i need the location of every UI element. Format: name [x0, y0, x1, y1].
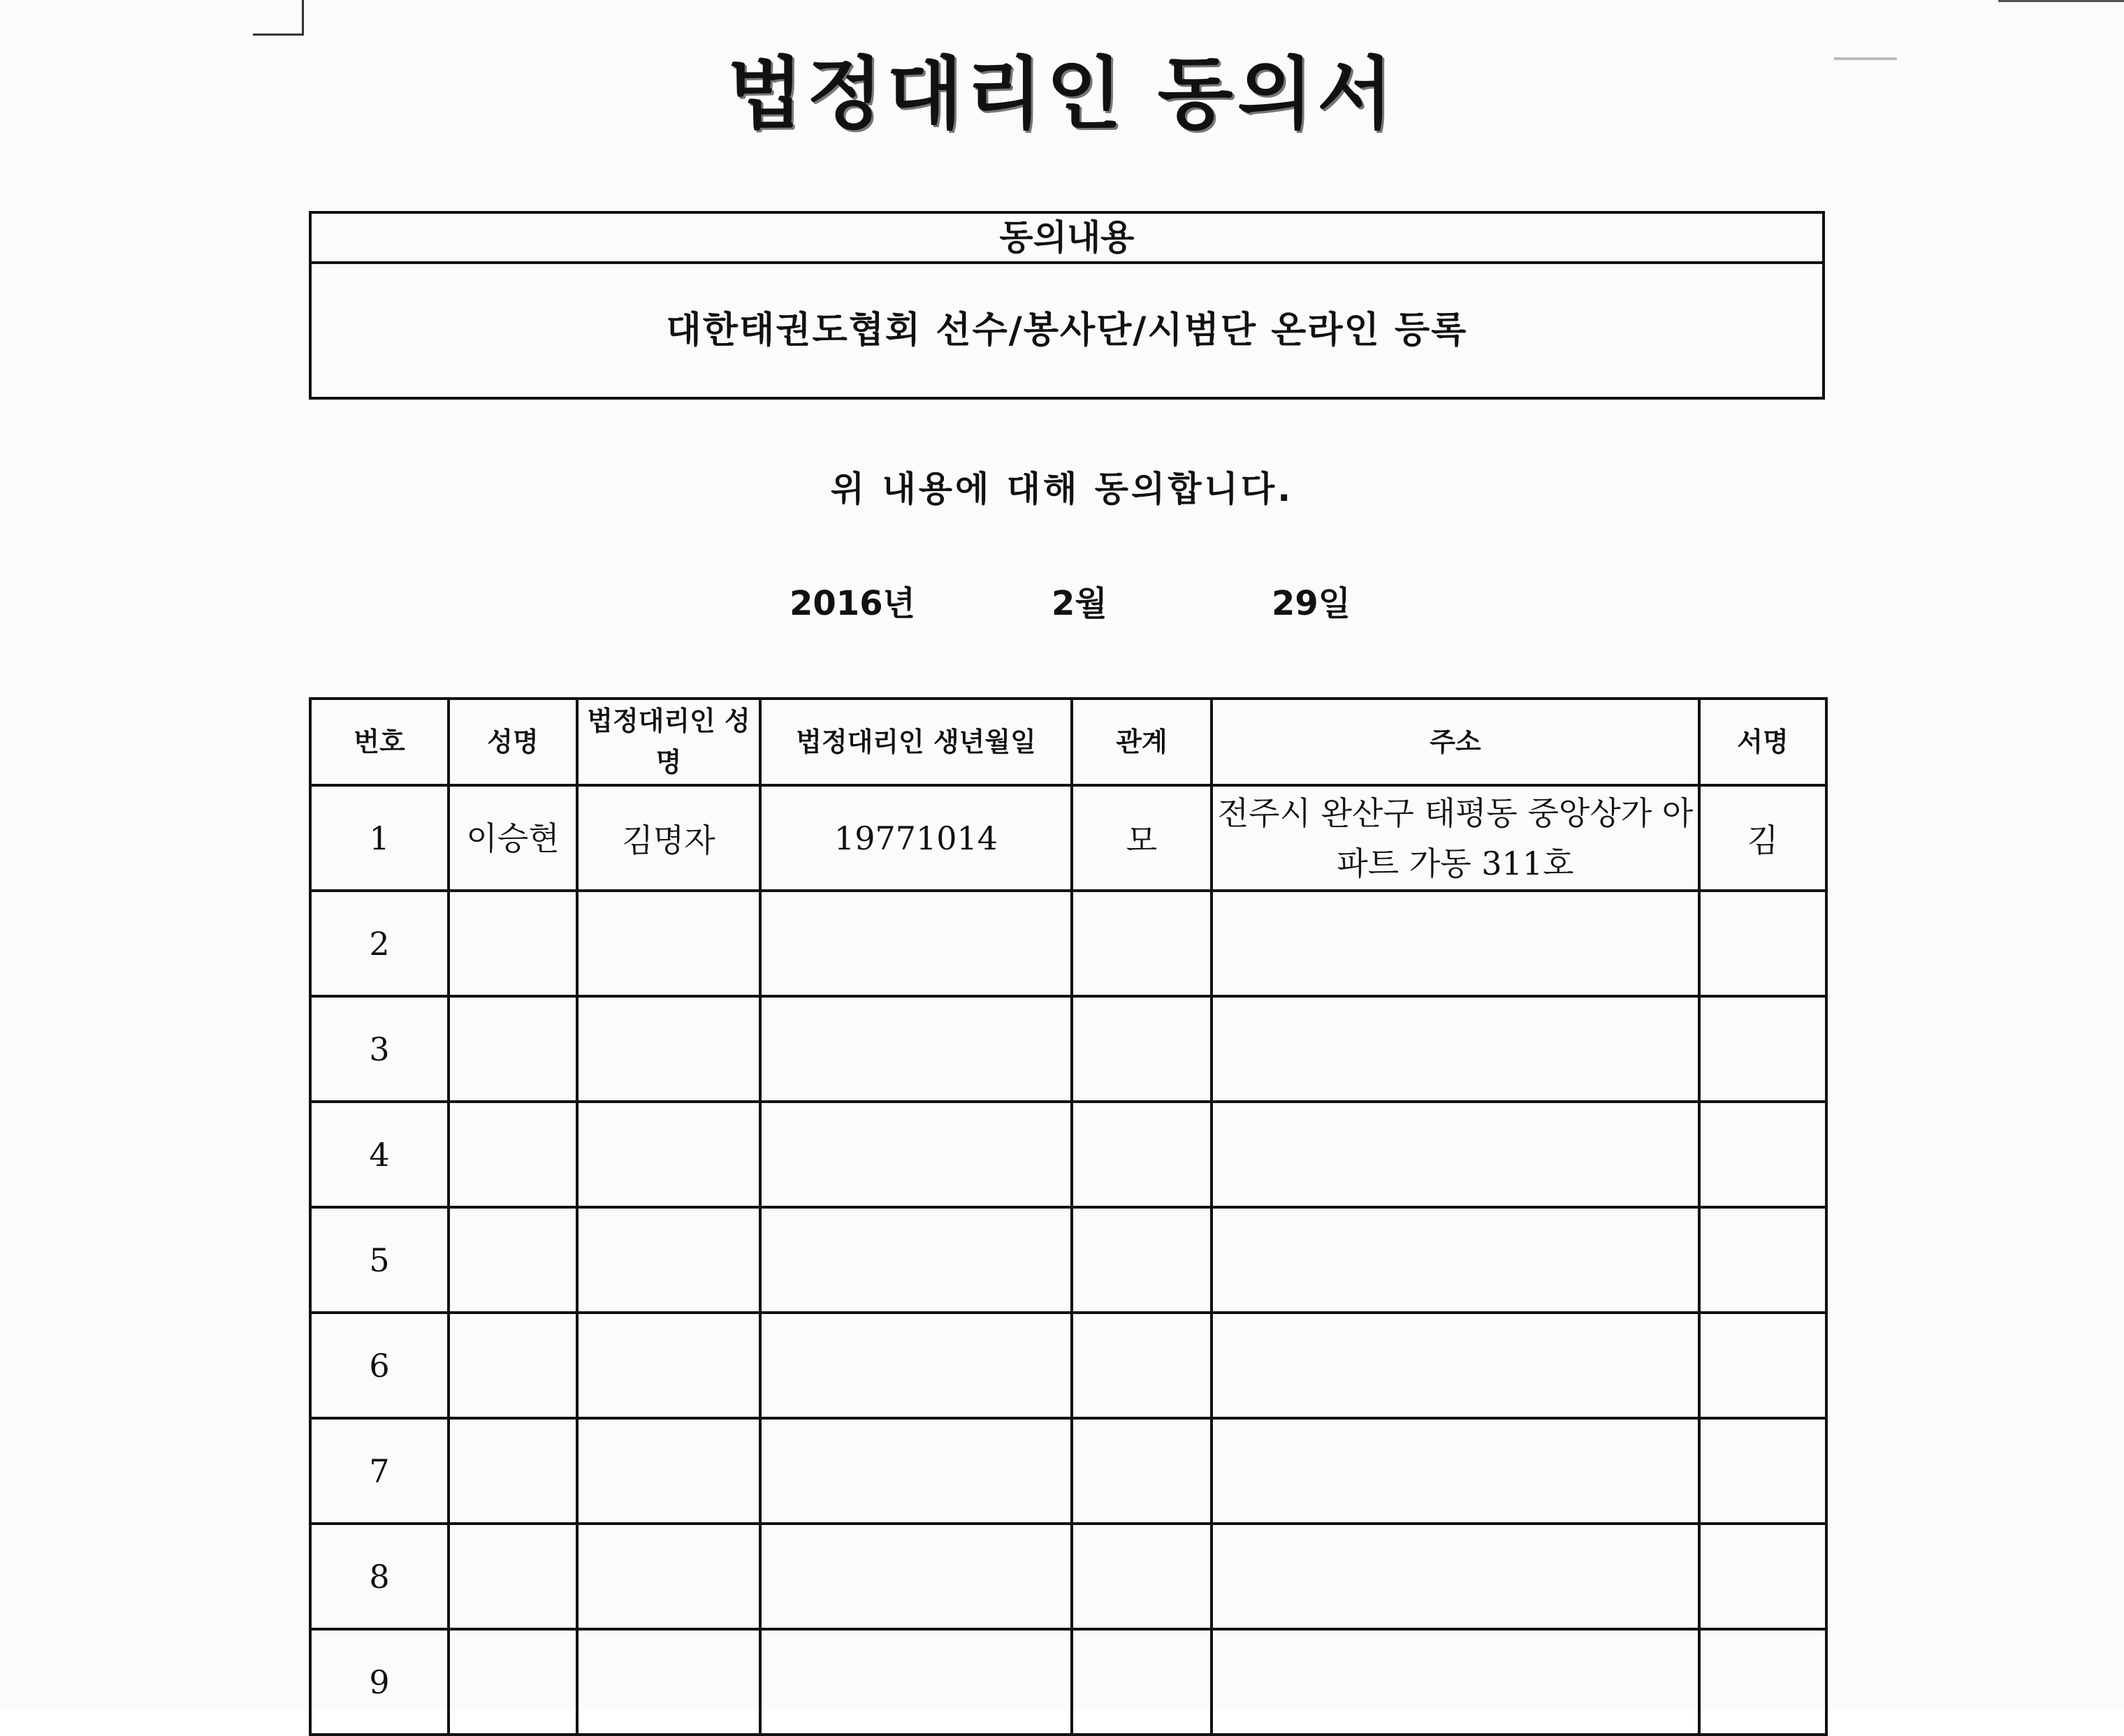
row-address	[1212, 1524, 1699, 1629]
row-relation	[1072, 1313, 1212, 1418]
row-relation	[1072, 1418, 1212, 1524]
row-signature	[1699, 1207, 1826, 1313]
row-address	[1212, 1207, 1699, 1313]
row-signature	[1699, 1524, 1826, 1629]
date-day: 29일	[1272, 584, 1351, 623]
row-guardian-birth	[760, 996, 1072, 1102]
agreement-statement: 위 내용에 대해 동의합니다.	[830, 469, 1294, 509]
row-relation	[1072, 1524, 1212, 1629]
row-signature	[1699, 891, 1826, 996]
row-address: 전주시 완산구 태평동 중앙상가 아파트 가동 311호	[1212, 785, 1699, 891]
table-row	[310, 891, 1826, 996]
row-relation	[1072, 1207, 1212, 1313]
row-address	[1212, 1313, 1699, 1418]
row-number: 2	[310, 891, 449, 996]
row-guardian-name	[577, 1629, 760, 1735]
row-guardian-name	[577, 1524, 760, 1629]
row-guardian-name	[577, 1207, 760, 1313]
table-header-row	[310, 699, 1826, 785]
table-row	[310, 785, 1826, 891]
row-guardian-birth	[760, 1313, 1072, 1418]
header-guardian-birth: 법정대리인 생년월일	[760, 699, 1072, 785]
row-guardian-birth	[760, 891, 1072, 996]
header-number: 번호	[310, 699, 449, 785]
row-guardian-name: 김명자	[577, 785, 760, 891]
row-name	[449, 1102, 577, 1207]
header-name: 성명	[449, 699, 577, 785]
row-guardian-birth	[760, 1418, 1072, 1524]
row-guardian-name	[577, 1313, 760, 1418]
row-name	[449, 891, 577, 996]
row-signature	[1699, 1418, 1826, 1524]
row-name	[449, 1524, 577, 1629]
table-row	[310, 1629, 1826, 1735]
row-relation	[1072, 996, 1212, 1102]
row-signature	[1699, 996, 1826, 1102]
table-row	[310, 1102, 1826, 1207]
row-guardian-birth: 19771014	[760, 785, 1072, 891]
row-number: 7	[310, 1418, 449, 1524]
row-guardian-birth	[760, 1207, 1072, 1313]
row-guardian-name	[577, 1102, 760, 1207]
table-row	[310, 1418, 1826, 1524]
row-number: 1	[310, 785, 449, 891]
row-number: 4	[310, 1102, 449, 1207]
table-row	[310, 1313, 1826, 1418]
row-number: 6	[310, 1313, 449, 1418]
row-signature	[1699, 1313, 1826, 1418]
content-heading: 동의내용	[312, 214, 1822, 264]
guardian-table	[309, 697, 1828, 1736]
consent-content-box	[309, 211, 1825, 400]
row-address	[1212, 891, 1699, 996]
table-row	[310, 1524, 1826, 1629]
table-row	[310, 1207, 1826, 1313]
crop-mark	[253, 0, 304, 36]
row-relation	[1072, 1102, 1212, 1207]
row-guardian-birth	[760, 1102, 1072, 1207]
row-name	[449, 1313, 577, 1418]
row-signature: 김	[1699, 785, 1826, 891]
row-signature	[1699, 1629, 1826, 1735]
row-address	[1212, 1629, 1699, 1735]
row-signature	[1699, 1102, 1826, 1207]
header-address: 주소	[1212, 699, 1699, 785]
row-guardian-name	[577, 891, 760, 996]
date-year: 2016년	[790, 584, 915, 623]
row-number: 8	[310, 1524, 449, 1629]
row-address	[1212, 1418, 1699, 1524]
table-row	[310, 996, 1826, 1102]
row-number: 5	[310, 1207, 449, 1313]
row-relation	[1072, 1629, 1212, 1735]
row-number: 3	[310, 996, 449, 1102]
row-guardian-birth	[760, 1629, 1072, 1735]
row-address	[1212, 1102, 1699, 1207]
date-month: 2월	[1052, 584, 1107, 623]
row-guardian-name	[577, 996, 760, 1102]
header-guardian-name: 법정대리인 성명	[577, 699, 760, 785]
header-relation: 관계	[1072, 699, 1212, 785]
row-name	[449, 996, 577, 1102]
row-address	[1212, 996, 1699, 1102]
document-title: 법정대리인 동의서	[727, 49, 1397, 140]
row-name	[449, 1629, 577, 1735]
row-relation: 모	[1072, 785, 1212, 891]
row-name	[449, 1418, 577, 1524]
content-body: 대한태권도협회 선수/봉사단/시범단 온라인 등록	[666, 309, 1468, 351]
page-edge-line	[1998, 0, 2124, 9]
header-signature: 서명	[1699, 699, 1826, 785]
row-guardian-birth	[760, 1524, 1072, 1629]
row-guardian-name	[577, 1418, 760, 1524]
row-name	[449, 1207, 577, 1313]
row-relation	[1072, 891, 1212, 996]
row-number: 9	[310, 1629, 449, 1735]
row-name: 이승현	[449, 785, 577, 891]
